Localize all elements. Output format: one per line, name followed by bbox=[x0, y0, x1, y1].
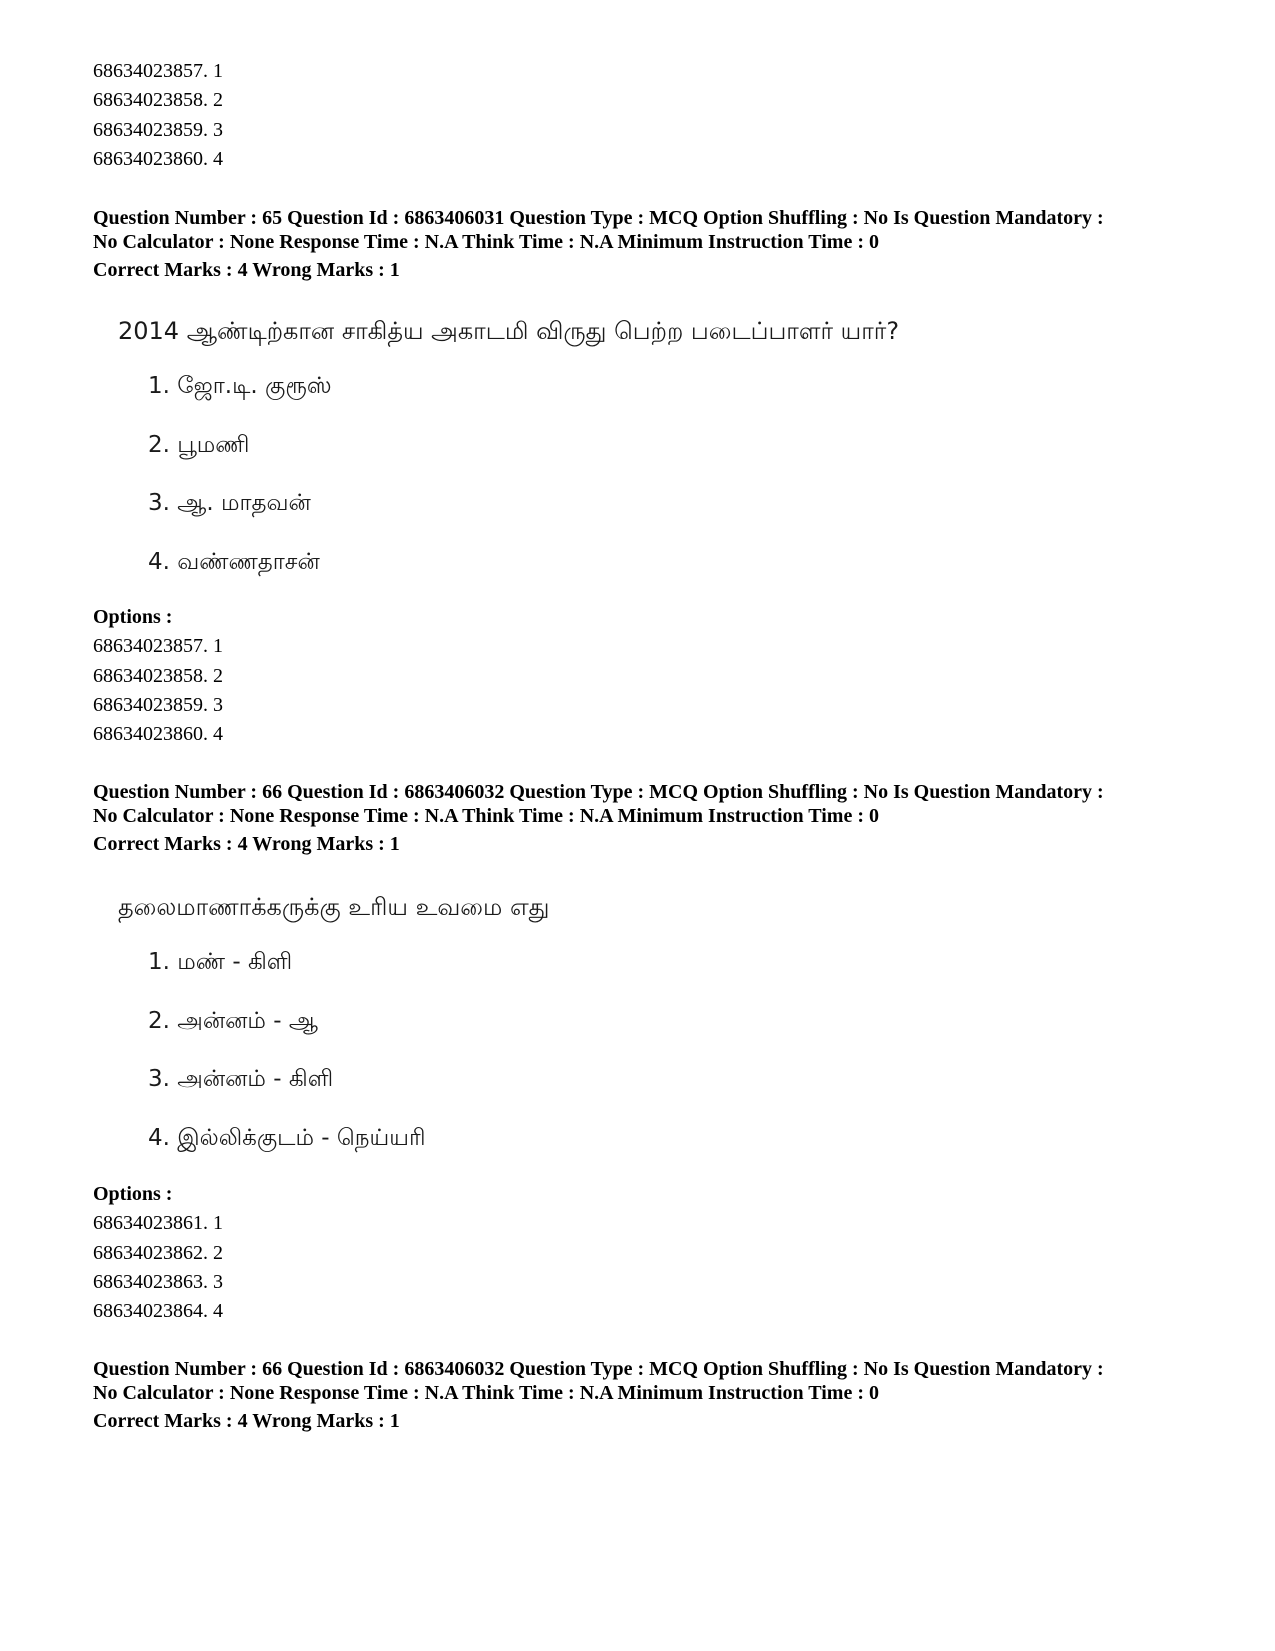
question-66-repeat-meta bbox=[93, 1357, 1253, 1433]
choice-item: 1. மண் - கிளி bbox=[148, 949, 293, 975]
question-65-text: 2014 ஆண்டிற்கான சாகித்ய அகாடமி விருது பெற்ற படைப்பாளர் யார்? bbox=[118, 317, 900, 345]
option-line: 68634023861. 1 bbox=[93, 1212, 223, 1235]
question-marks: Correct Marks : 4 Wrong Marks : 1 bbox=[93, 259, 400, 281]
choice-item: 4. வண்ணதாசன் bbox=[148, 548, 320, 575]
option-line: 68634023859. 3 bbox=[93, 693, 223, 716]
question-66-meta bbox=[93, 780, 1253, 856]
question-66-text: தலைமாணாக்கருக்கு உரிய உவமை எது bbox=[118, 893, 550, 921]
question-marks: Correct Marks : 4 Wrong Marks : 1 bbox=[93, 833, 400, 855]
choice-item: 3. ஆ. மாதவன் bbox=[148, 490, 311, 517]
question-meta-line-1: Question Number : 65 Question Id : 6863406031 Question Type : MCQ Option Shuffling : No Is Question Mandatory : bbox=[93, 207, 1104, 229]
choice-item: 1. ஜோ.டி. குரூஸ் bbox=[148, 373, 332, 399]
option-line: 68634023857. 1 bbox=[93, 635, 223, 658]
choice-item: 2. அன்னம் - ஆ bbox=[148, 1007, 318, 1034]
question-66-choices bbox=[148, 949, 426, 1183]
options-label: Options : bbox=[93, 1183, 173, 1205]
top-option-list bbox=[93, 57, 223, 174]
question-meta-line-2: No Calculator : None Response Time : N.A Think Time : N.A Minimum Instruction Time : 0 bbox=[93, 231, 879, 253]
question-66-options bbox=[93, 1180, 223, 1326]
option-line: 68634023857. 1 bbox=[93, 60, 223, 82]
question-meta-line-2: No Calculator : None Response Time : N.A Think Time : N.A Minimum Instruction Time : 0 bbox=[93, 805, 879, 827]
option-line: 68634023858. 2 bbox=[93, 664, 223, 687]
question-meta-line-2: No Calculator : None Response Time : N.A Think Time : N.A Minimum Instruction Time : 0 bbox=[93, 1382, 879, 1404]
option-line: 68634023862. 2 bbox=[93, 1241, 223, 1264]
option-line: 68634023864. 4 bbox=[93, 1300, 223, 1323]
option-line: 68634023860. 4 bbox=[93, 723, 223, 746]
question-meta-line-1: Question Number : 66 Question Id : 6863406032 Question Type : MCQ Option Shuffling : No Is Question Mandatory : bbox=[93, 1358, 1104, 1380]
option-line: 68634023863. 3 bbox=[93, 1270, 223, 1293]
question-65-meta bbox=[93, 206, 1253, 282]
options-label: Options : bbox=[93, 606, 173, 628]
option-line: 68634023859. 3 bbox=[93, 118, 223, 141]
choice-item: 3. அன்னம் - கிளி bbox=[148, 1066, 334, 1093]
question-meta-line-1: Question Number : 66 Question Id : 6863406032 Question Type : MCQ Option Shuffling : No Is Question Mandatory : bbox=[93, 781, 1104, 803]
question-marks: Correct Marks : 4 Wrong Marks : 1 bbox=[93, 1410, 400, 1432]
question-65-choices bbox=[148, 373, 332, 607]
question-65-options bbox=[93, 603, 223, 749]
option-line: 68634023860. 4 bbox=[93, 147, 223, 170]
choice-item: 2. பூமணி bbox=[148, 431, 250, 458]
option-line: 68634023858. 2 bbox=[93, 89, 223, 112]
choice-item: 4. இல்லிக்குடம் - நெய்யரி bbox=[148, 1124, 426, 1151]
